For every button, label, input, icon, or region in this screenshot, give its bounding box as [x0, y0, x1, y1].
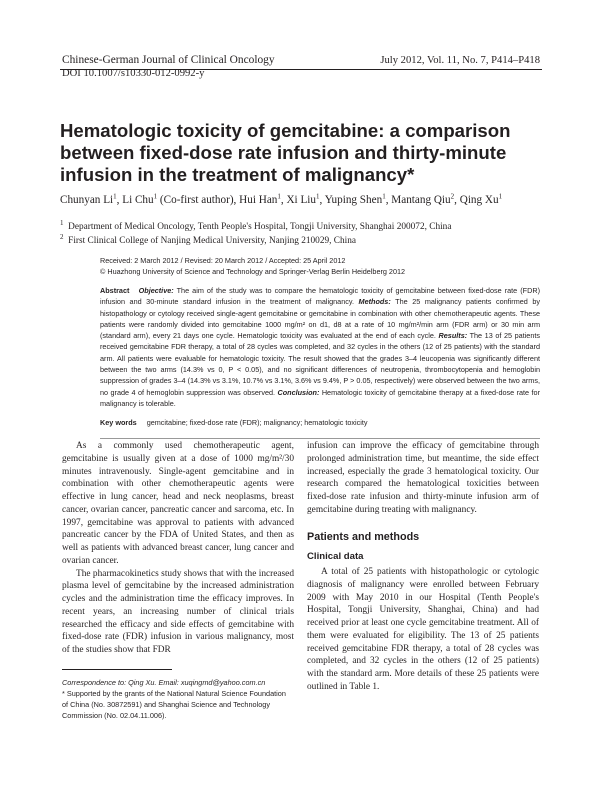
keywords [100, 417, 540, 428]
author: Chunyan Li$^1$, [60, 192, 123, 206]
methods-text: The 25 malignancy patients confirmed by histopathology or cytology received single-agent gemcitabine or gemcitabine in combination with other chemotherapeutic agents. These patients were randomly divided into gemcitabine 1000 mg/m² on d1, d8 at a rate of 10 mg/m²/min arm (FDR arm) or 30 min arm (standard arm), every 21 days one cycle. Hematologic toxicity was evaluated at the end of each cycle. [100, 297, 541, 341]
methods-label: Methods: [358, 297, 391, 307]
affiliation-1: $^1$ Department of Medical Oncology, Tenth People's Hospital, Tongji University, Shanghai 200072, China [60, 218, 452, 232]
section-heading: Patients and methods [307, 530, 420, 543]
body-column-right [307, 440, 539, 694]
doi[interactable]: DOI 10.1007/s10330-012-0992-y [62, 68, 205, 79]
paragraph: A total of 25 patients with histopathologic or cytologic diagnosis of malignancy were enrolled between February 2009 with May 2010 in our Hospital (Tenth People's Hospital, Tongji University, Shanghai, China) and had received prior at least one cycle gemcitabine treatment. All of them were evaluated for eligibility. The 13 of 25 patients received gemcitabine FDR therapy, a total of 28 cycles was completed, and 32 cycles in the others (12 of 25 patients) with the standard arm. More details of these 25 patients were outlined in Table 1. [307, 567, 539, 692]
abstract-label: Abstract [100, 286, 130, 295]
author: Mantang Qiu$^2$, [391, 192, 460, 206]
footnote-rule [62, 669, 172, 670]
header-rule [60, 69, 542, 70]
conclusion-label: Conclusion: [277, 387, 320, 397]
objective-label: Objective: [138, 286, 174, 295]
results-label: Results: [438, 331, 468, 341]
funding-note: * Supported by the grants of the National Natural Science Foundation of China (No. 30872591) and Shanghai Science and Technology Commission (No. 02.04.11.006). [62, 689, 286, 720]
subsection-heading: Clinical data [307, 551, 364, 563]
keywords-label: Key words [100, 418, 137, 427]
paragraph: As a commonly used chemotherapeutic agent, gemcitabine is usually given at a dose of 1000 mg/m²/30 minutes intravenously. Single-agent gemcitabine and in combination with other chemotherapeutic agents were effective in lung cancer, head and neck neoplasms, breast cancer, ovarian cancer, pancreatic cancer and sarcoma, etc. In 1997, gemcitabine was approval to patients with advanced pancreatic cancer by the FDA of United States, and then as well as patients with advanced breast cancer, lung cancer and ovarian cancer. [62, 441, 294, 566]
affiliation-2: $^2$ First Clinical College of Nanjing Medical University, Nanjing 210029, China [60, 232, 356, 246]
author: Li Chu$^1$ (Co-first author), [122, 192, 240, 206]
author: Hui Han$^1$, [239, 192, 287, 206]
paragraph: infusion can improve the efficacy of gemcitabine through prolonged administration time, but meantime, the side effect increased, especially the grade 3 hematological toxicity. Our research compared the hematological toxicities between fixed-dose rate infusion and thirty-minute infusion arm of gemcitabine during treating with malignancy. [307, 441, 539, 515]
paragraph: The pharmacokinetics study shows that with the increased plasma level of gemcitabine by the increased administration cycles and the administration time the efficacy improves. In recent years, an increasing number of clinical trials researched the efficacy and side effects of gemcitabine with fixed-dose rate (FDR) infusion in various malignancy, most of the studies show that FDR [62, 568, 294, 655]
journal-name: Chinese-German Journal of Clinical Oncology [62, 54, 275, 66]
correspondence: Correspondence to: Qing Xu. Email: xuqingmd@yahoo.com.cn [62, 678, 266, 687]
article-title: Hematologic toxicity of gemcitabine: a comparison between fixed-dose rate infusion and thirty-minute infusion in the treatment of malignancy* [60, 120, 511, 185]
author: Qing Xu$^1$ [459, 192, 503, 206]
conclusion-text: Hematologic toxicity of gemcitabine therapy at a fixed-dose rate for malignancy is tolerable. [100, 387, 540, 408]
footnotes [62, 677, 294, 721]
author: Xi Liu$^1$, [286, 192, 325, 206]
keywords-rule [100, 438, 540, 439]
abstract [100, 285, 540, 409]
dates: Received: 2 March 2012 / Revised: 20 March 2012 / Accepted: 25 April 2012 [100, 256, 346, 265]
affiliations [60, 220, 451, 248]
author: Yuping Shen$^1$, [324, 192, 392, 206]
journal-header [62, 54, 275, 80]
keywords-text: gemcitabine; fixed-dose rate (FDR); malignancy; hematologic toxicity [146, 418, 368, 427]
author-list [60, 193, 550, 207]
results-text: The 13 of 25 patients received gemcitabine FDR therapy, a total of 28 cycles was completed, and 32 cycles in the others (12 of 25 patients) with the standard arm. All patients were evaluable for hematologic toxicity. The result showed that the grades 3–4 leucopenia was significantly different between the two arms (14.3% vs 0, P < 0.05), and no significant differences of neutropenia, thrombocytopenia and hemoglobin suppression of grades 3–4 (14.3% vs 3.1%, 10.7% vs 3.1%, 3.6% vs 9.4%, P > 0.05, respectively) were observed between the two arms, no grade 4 of hemoglobin suppression was observed. [100, 331, 540, 397]
body-column-left [62, 440, 294, 657]
objective-text: The aim of the study was to compare the hematologic toxicity of gemcitabine between fixed-dose rate (FDR) infusion and 30-minute standard infusion in the treatment of malignancy. [100, 286, 540, 307]
article-history [100, 256, 540, 277]
issue-info: July 2012, Vol. 11, No. 7, P414–P418 [380, 55, 540, 66]
copyright: © Huazhong University of Science and Technology and Springer-Verlag Berlin Heidelberg 2012 [100, 266, 406, 276]
